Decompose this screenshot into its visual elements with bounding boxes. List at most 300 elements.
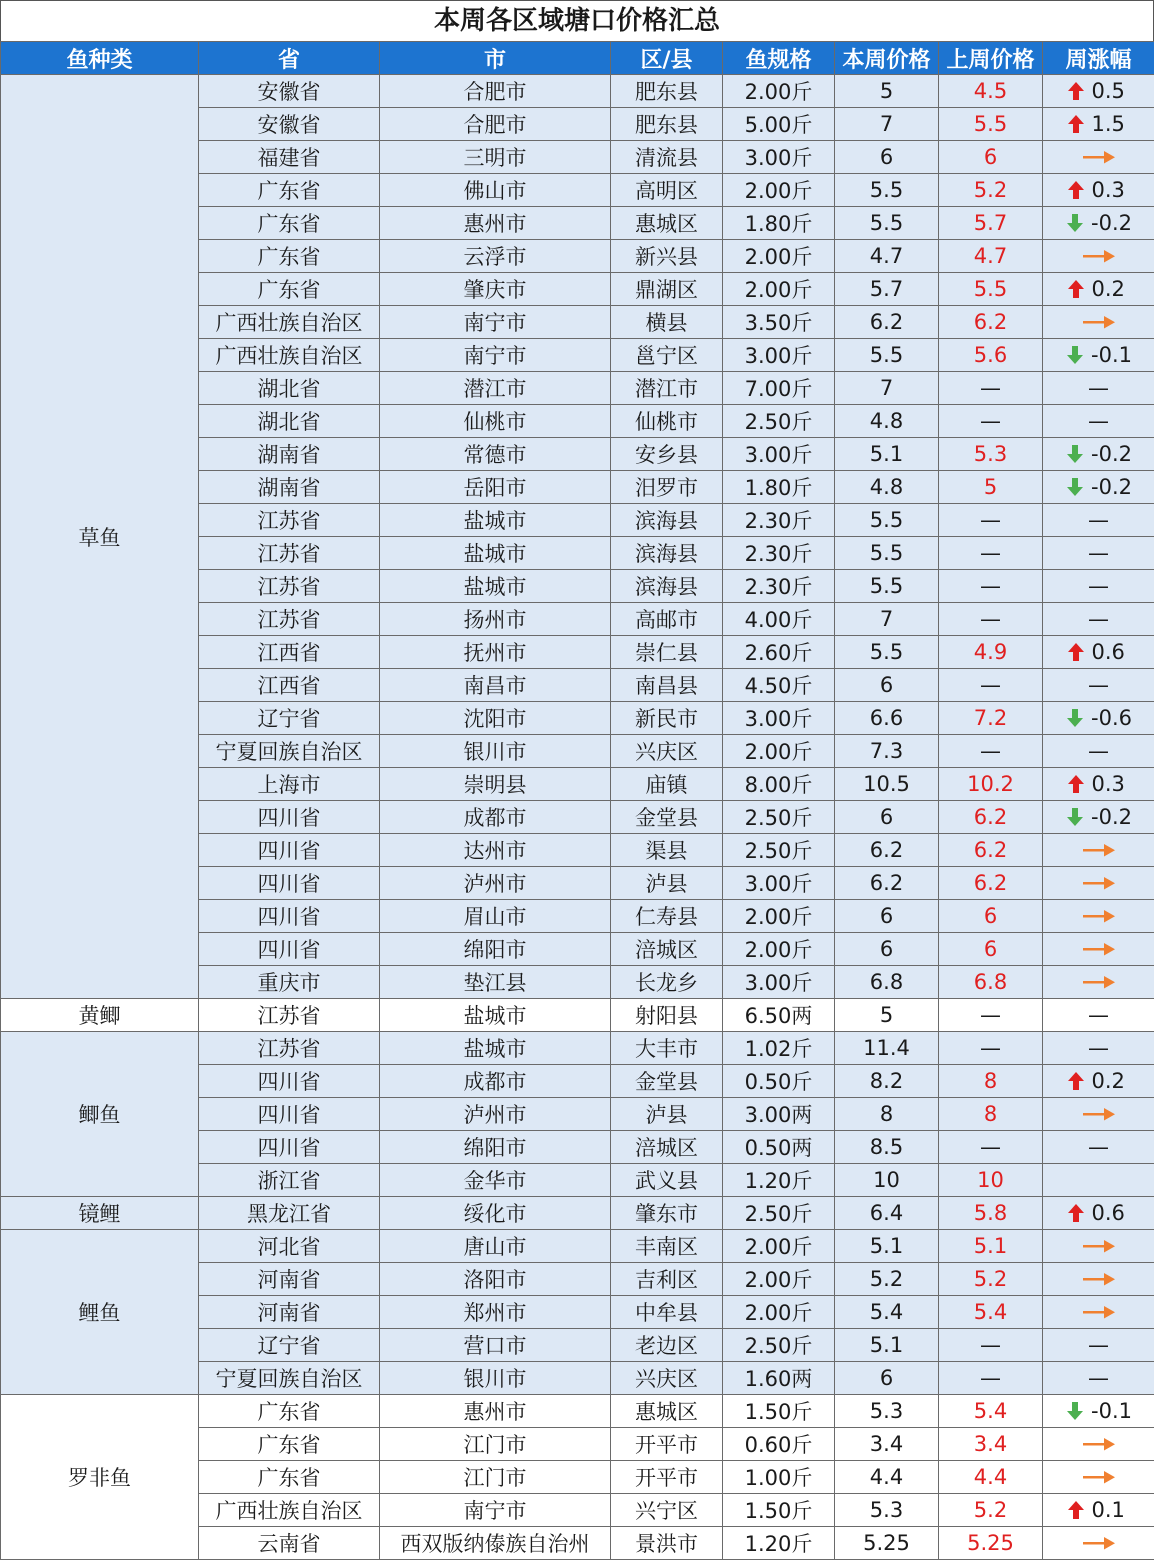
- header-city: 市: [380, 42, 611, 75]
- weekly-change-cell: [1043, 1527, 1154, 1560]
- city-cell: 扬州市: [380, 603, 611, 636]
- district-cell: 崇仁县: [611, 636, 723, 669]
- change-value: 0.6: [1091, 640, 1125, 664]
- city-cell: 银川市: [380, 735, 611, 768]
- spec-cell: 0.50两: [723, 1131, 835, 1164]
- header-spec: 鱼规格: [723, 42, 835, 75]
- spec-cell: 4.50斤: [723, 669, 835, 702]
- previous-price-cell: 5.6: [939, 339, 1043, 372]
- current-price-cell: 5.3: [835, 1395, 939, 1428]
- weekly-change-cell: [1043, 306, 1154, 339]
- province-cell: 福建省: [199, 141, 380, 174]
- province-cell: 四川省: [199, 801, 380, 834]
- previous-price-cell: 5: [939, 471, 1043, 504]
- district-cell: 汨罗市: [611, 471, 723, 504]
- province-cell: 浙江省: [199, 1164, 380, 1197]
- city-cell: 潜江市: [380, 372, 611, 405]
- city-cell: 洛阳市: [380, 1263, 611, 1296]
- spec-cell: 2.00斤: [723, 273, 835, 306]
- city-cell: 金华市: [380, 1164, 611, 1197]
- header-current-price: 本周价格: [835, 42, 939, 75]
- weekly-change-cell: [1043, 966, 1154, 999]
- spec-cell: 1.60两: [723, 1362, 835, 1395]
- current-price-cell: 5.5: [835, 339, 939, 372]
- spec-cell: 2.00斤: [723, 1263, 835, 1296]
- district-cell: 肥东县: [611, 108, 723, 141]
- province-cell: 江苏省: [199, 1032, 380, 1065]
- table-row: [1, 999, 1154, 1032]
- weekly-change-cell: [1043, 933, 1154, 966]
- spec-cell: 3.00斤: [723, 966, 835, 999]
- fish-type-cell: 镜鲤: [1, 1197, 199, 1230]
- change-value: 0.5: [1091, 79, 1125, 103]
- weekly-change-cell: [1043, 108, 1154, 141]
- city-cell: 合肥市: [380, 75, 611, 108]
- current-price-cell: 3.4: [835, 1428, 939, 1461]
- change-group: [1043, 306, 1154, 338]
- current-price-cell: 6: [835, 669, 939, 702]
- district-cell: 中牟县: [611, 1296, 723, 1329]
- city-cell: 江门市: [380, 1428, 611, 1461]
- arrow-right-icon: [1082, 906, 1116, 926]
- fish-type-cell: 鲤鱼: [1, 1230, 199, 1395]
- previous-price-cell: 5.5: [939, 273, 1043, 306]
- province-cell: 辽宁省: [199, 702, 380, 735]
- district-cell: 滨海县: [611, 537, 723, 570]
- arrow-down-icon: [1065, 708, 1085, 728]
- previous-price-cell: 6.2: [939, 306, 1043, 339]
- change-value: 0.2: [1091, 1069, 1125, 1093]
- previous-price-cell: 7.2: [939, 702, 1043, 735]
- previous-price-cell: 4.4: [939, 1461, 1043, 1494]
- arrow-up-icon: [1066, 279, 1086, 299]
- city-cell: 营口市: [380, 1329, 611, 1362]
- city-cell: 盐城市: [380, 504, 611, 537]
- spec-cell: 1.20斤: [723, 1527, 835, 1560]
- change-group: [1043, 1494, 1154, 1526]
- province-cell: 湖南省: [199, 438, 380, 471]
- spec-cell: 3.00斤: [723, 702, 835, 735]
- change-group: [1043, 471, 1154, 503]
- change-value: —: [1088, 1135, 1109, 1159]
- spec-cell: 2.00斤: [723, 900, 835, 933]
- current-price-cell: 6.8: [835, 966, 939, 999]
- change-group: [1043, 108, 1154, 140]
- previous-price-cell: 5.4: [939, 1296, 1043, 1329]
- city-cell: 盐城市: [380, 1032, 611, 1065]
- weekly-change-cell: [1043, 537, 1154, 570]
- city-cell: 达州市: [380, 834, 611, 867]
- province-cell: 四川省: [199, 867, 380, 900]
- district-cell: 射阳县: [611, 999, 723, 1032]
- province-cell: 江西省: [199, 669, 380, 702]
- change-value: 1.5: [1091, 112, 1125, 136]
- spec-cell: 8.00斤: [723, 768, 835, 801]
- province-cell: 安徽省: [199, 75, 380, 108]
- city-cell: 西双版纳傣族自治州: [380, 1527, 611, 1560]
- spec-cell: 6.50两: [723, 999, 835, 1032]
- spec-cell: 2.00斤: [723, 1296, 835, 1329]
- previous-price-cell: 6.2: [939, 834, 1043, 867]
- arrow-right-icon: [1082, 1467, 1116, 1487]
- district-cell: 丰南区: [611, 1230, 723, 1263]
- weekly-change-cell: [1043, 504, 1154, 537]
- weekly-change-cell: [1043, 75, 1154, 108]
- spec-cell: 0.50斤: [723, 1065, 835, 1098]
- city-cell: 绵阳市: [380, 933, 611, 966]
- current-price-cell: 5.2: [835, 1263, 939, 1296]
- current-price-cell: 4.4: [835, 1461, 939, 1494]
- change-value: —: [1088, 574, 1109, 598]
- change-value: 0.1: [1091, 1498, 1125, 1522]
- weekly-change-cell: [1043, 900, 1154, 933]
- arrow-up-icon: [1066, 1071, 1086, 1091]
- change-value: —: [1088, 1003, 1109, 1027]
- previous-price-cell: 5.7: [939, 207, 1043, 240]
- table-row: [1, 1197, 1154, 1230]
- spec-cell: 3.50斤: [723, 306, 835, 339]
- spec-cell: 3.00斤: [723, 438, 835, 471]
- change-group: [1043, 174, 1154, 206]
- district-cell: 鼎湖区: [611, 273, 723, 306]
- change-group: [1043, 636, 1154, 668]
- weekly-change-cell: [1043, 999, 1154, 1032]
- city-cell: 惠州市: [380, 1395, 611, 1428]
- province-cell: 宁夏回族自治区: [199, 1362, 380, 1395]
- previous-price-cell: 6.2: [939, 801, 1043, 834]
- change-value: —: [1088, 508, 1109, 532]
- district-cell: 大丰市: [611, 1032, 723, 1065]
- current-price-cell: 5: [835, 75, 939, 108]
- change-group: [1043, 702, 1154, 734]
- change-group: [1043, 834, 1154, 866]
- previous-price-cell: 5.2: [939, 174, 1043, 207]
- district-cell: 兴庆区: [611, 1362, 723, 1395]
- weekly-change-cell: [1043, 207, 1154, 240]
- change-value: —: [1088, 541, 1109, 565]
- city-cell: 肇庆市: [380, 273, 611, 306]
- arrow-right-icon: [1082, 1533, 1116, 1553]
- previous-price-cell: —: [939, 570, 1043, 603]
- current-price-cell: 5.5: [835, 570, 939, 603]
- previous-price-cell: 6: [939, 900, 1043, 933]
- change-value: 0.3: [1091, 772, 1125, 796]
- table-row: [1, 1395, 1154, 1428]
- current-price-cell: 8.5: [835, 1131, 939, 1164]
- province-cell: 江苏省: [199, 504, 380, 537]
- previous-price-cell: —: [939, 735, 1043, 768]
- spec-cell: 2.30斤: [723, 504, 835, 537]
- previous-price-cell: 4.7: [939, 240, 1043, 273]
- district-cell: 滨海县: [611, 504, 723, 537]
- previous-price-cell: 5.4: [939, 1395, 1043, 1428]
- previous-price-cell: —: [939, 603, 1043, 636]
- price-table: [0, 41, 1154, 1560]
- page-title: 本周各区域塘口价格汇总: [0, 0, 1154, 41]
- province-cell: 河南省: [199, 1263, 380, 1296]
- change-value: —: [1088, 607, 1109, 631]
- change-group: [1043, 438, 1154, 470]
- change-group: [1043, 1428, 1154, 1460]
- city-cell: 佛山市: [380, 174, 611, 207]
- change-group: [1043, 1296, 1154, 1328]
- current-price-cell: 6: [835, 1362, 939, 1395]
- change-group: [1043, 273, 1154, 305]
- district-cell: 泸县: [611, 1098, 723, 1131]
- district-cell: 金堂县: [611, 1065, 723, 1098]
- change-group: [1043, 1197, 1154, 1229]
- arrow-down-icon: [1065, 345, 1085, 365]
- current-price-cell: 8: [835, 1098, 939, 1131]
- change-value: —: [1088, 739, 1109, 763]
- change-group: [1043, 240, 1154, 272]
- header-previous-price: 上周价格: [939, 42, 1043, 75]
- district-cell: 肇东市: [611, 1197, 723, 1230]
- table-row: [1, 75, 1154, 108]
- previous-price-cell: 6.2: [939, 867, 1043, 900]
- weekly-change-cell: [1043, 1296, 1154, 1329]
- city-cell: 泸州市: [380, 867, 611, 900]
- weekly-change-cell: [1043, 438, 1154, 471]
- city-cell: 绥化市: [380, 1197, 611, 1230]
- spec-cell: 2.50斤: [723, 801, 835, 834]
- city-cell: 成都市: [380, 1065, 611, 1098]
- current-price-cell: 11.4: [835, 1032, 939, 1065]
- city-cell: 盐城市: [380, 570, 611, 603]
- change-value: -0.2: [1091, 805, 1132, 829]
- spec-cell: 0.60斤: [723, 1428, 835, 1461]
- arrow-right-icon: [1082, 939, 1116, 959]
- district-cell: 金堂县: [611, 801, 723, 834]
- province-cell: 四川省: [199, 933, 380, 966]
- city-cell: 江门市: [380, 1461, 611, 1494]
- previous-price-cell: —: [939, 537, 1043, 570]
- arrow-down-icon: [1065, 444, 1085, 464]
- district-cell: 新兴县: [611, 240, 723, 273]
- arrow-right-icon: [1082, 1269, 1116, 1289]
- previous-price-cell: —: [939, 669, 1043, 702]
- weekly-change-cell: [1043, 1428, 1154, 1461]
- spec-cell: 2.00斤: [723, 1230, 835, 1263]
- district-cell: 涪城区: [611, 933, 723, 966]
- current-price-cell: 5.1: [835, 438, 939, 471]
- district-cell: 安乡县: [611, 438, 723, 471]
- previous-price-cell: 8: [939, 1065, 1043, 1098]
- weekly-change-cell: [1043, 768, 1154, 801]
- weekly-change-cell: [1043, 1230, 1154, 1263]
- district-cell: 横县: [611, 306, 723, 339]
- change-group: [1043, 867, 1154, 899]
- province-cell: 湖南省: [199, 471, 380, 504]
- header-fish-type: 鱼种类: [1, 42, 199, 75]
- spec-cell: 3.00斤: [723, 141, 835, 174]
- current-price-cell: 5.5: [835, 207, 939, 240]
- previous-price-cell: 8: [939, 1098, 1043, 1131]
- previous-price-cell: —: [939, 372, 1043, 405]
- district-cell: 滨海县: [611, 570, 723, 603]
- spec-cell: 1.20斤: [723, 1164, 835, 1197]
- arrow-down-icon: [1065, 477, 1085, 497]
- change-value: —: [1088, 673, 1109, 697]
- arrow-right-icon: [1082, 246, 1116, 266]
- previous-price-cell: —: [939, 1329, 1043, 1362]
- change-group: [1043, 1098, 1154, 1130]
- province-cell: 广东省: [199, 1395, 380, 1428]
- current-price-cell: 5.5: [835, 504, 939, 537]
- weekly-change-cell: [1043, 801, 1154, 834]
- spec-cell: 4.00斤: [723, 603, 835, 636]
- previous-price-cell: 4.9: [939, 636, 1043, 669]
- province-cell: 广东省: [199, 273, 380, 306]
- weekly-change-cell: [1043, 1329, 1154, 1362]
- change-value: —: [1088, 1333, 1109, 1357]
- change-value: 0.3: [1091, 178, 1125, 202]
- arrow-up-icon: [1066, 774, 1086, 794]
- district-cell: 兴庆区: [611, 735, 723, 768]
- change-group: [1043, 768, 1154, 800]
- city-cell: 垫江县: [380, 966, 611, 999]
- previous-price-cell: 5.2: [939, 1263, 1043, 1296]
- previous-price-cell: 5.2: [939, 1494, 1043, 1527]
- district-cell: 新民市: [611, 702, 723, 735]
- city-cell: 泸州市: [380, 1098, 611, 1131]
- weekly-change-cell: [1043, 603, 1154, 636]
- current-price-cell: 7: [835, 603, 939, 636]
- district-cell: 泸县: [611, 867, 723, 900]
- current-price-cell: 7: [835, 108, 939, 141]
- current-price-cell: 5.1: [835, 1230, 939, 1263]
- current-price-cell: 6.4: [835, 1197, 939, 1230]
- arrow-up-icon: [1066, 1500, 1086, 1520]
- change-value: —: [1088, 1036, 1109, 1060]
- weekly-change-cell: [1043, 141, 1154, 174]
- district-cell: 景洪市: [611, 1527, 723, 1560]
- city-cell: 云浮市: [380, 240, 611, 273]
- change-group: [1043, 1263, 1154, 1295]
- change-value: 0.2: [1091, 277, 1125, 301]
- change-group: [1043, 966, 1154, 998]
- spec-cell: 2.50斤: [723, 834, 835, 867]
- district-cell: 清流县: [611, 141, 723, 174]
- weekly-change-cell: [1043, 735, 1154, 768]
- previous-price-cell: 10: [939, 1164, 1043, 1197]
- weekly-change-cell: [1043, 273, 1154, 306]
- spec-cell: 1.80斤: [723, 471, 835, 504]
- change-value: —: [1088, 409, 1109, 433]
- district-cell: 惠城区: [611, 1395, 723, 1428]
- current-price-cell: 5.5: [835, 636, 939, 669]
- district-cell: 长龙乡: [611, 966, 723, 999]
- arrow-down-icon: [1065, 213, 1085, 233]
- current-price-cell: 10: [835, 1164, 939, 1197]
- city-cell: 沈阳市: [380, 702, 611, 735]
- change-value: —: [1088, 1366, 1109, 1390]
- province-cell: 广西壮族自治区: [199, 306, 380, 339]
- province-cell: 重庆市: [199, 966, 380, 999]
- weekly-change-cell: [1043, 1131, 1154, 1164]
- previous-price-cell: —: [939, 1131, 1043, 1164]
- current-price-cell: 5.4: [835, 1296, 939, 1329]
- district-cell: 仁寿县: [611, 900, 723, 933]
- weekly-change-cell: [1043, 702, 1154, 735]
- previous-price-cell: —: [939, 405, 1043, 438]
- province-cell: 江苏省: [199, 603, 380, 636]
- province-cell: 广东省: [199, 1428, 380, 1461]
- arrow-right-icon: [1082, 873, 1116, 893]
- city-cell: 南宁市: [380, 1494, 611, 1527]
- province-cell: 四川省: [199, 1065, 380, 1098]
- city-cell: 绵阳市: [380, 1131, 611, 1164]
- current-price-cell: 6: [835, 900, 939, 933]
- spec-cell: 3.00斤: [723, 867, 835, 900]
- weekly-change-cell: [1043, 867, 1154, 900]
- current-price-cell: 6.2: [835, 834, 939, 867]
- previous-price-cell: 4.5: [939, 75, 1043, 108]
- city-cell: 盐城市: [380, 537, 611, 570]
- province-cell: 江苏省: [199, 999, 380, 1032]
- weekly-change-cell: [1043, 1494, 1154, 1527]
- district-cell: 邕宁区: [611, 339, 723, 372]
- previous-price-cell: 5.3: [939, 438, 1043, 471]
- spec-cell: 3.00斤: [723, 339, 835, 372]
- city-cell: 郑州市: [380, 1296, 611, 1329]
- change-group: [1043, 1527, 1154, 1559]
- arrow-right-icon: [1082, 1434, 1116, 1454]
- weekly-change-cell: [1043, 405, 1154, 438]
- province-cell: 广东省: [199, 174, 380, 207]
- province-cell: 江西省: [199, 636, 380, 669]
- weekly-change-cell: [1043, 1065, 1154, 1098]
- header-weekly-change: 周涨幅: [1043, 42, 1154, 75]
- previous-price-cell: 6: [939, 141, 1043, 174]
- city-cell: 南宁市: [380, 306, 611, 339]
- arrow-up-icon: [1066, 114, 1086, 134]
- arrow-up-icon: [1066, 81, 1086, 101]
- province-cell: 广东省: [199, 1461, 380, 1494]
- fish-type-cell: 草鱼: [1, 75, 199, 999]
- arrow-up-icon: [1066, 642, 1086, 662]
- change-value: 0.6: [1091, 1201, 1125, 1225]
- weekly-change-cell: [1043, 636, 1154, 669]
- province-cell: 黑龙江省: [199, 1197, 380, 1230]
- province-cell: 广西壮族自治区: [199, 339, 380, 372]
- arrow-right-icon: [1082, 1302, 1116, 1322]
- previous-price-cell: —: [939, 1032, 1043, 1065]
- province-cell: 宁夏回族自治区: [199, 735, 380, 768]
- previous-price-cell: 5.25: [939, 1527, 1043, 1560]
- province-cell: 河南省: [199, 1296, 380, 1329]
- current-price-cell: 5.3: [835, 1494, 939, 1527]
- table-row: [1, 1230, 1154, 1263]
- spec-cell: 2.00斤: [723, 75, 835, 108]
- change-value: -0.1: [1091, 343, 1132, 367]
- spec-cell: 2.00斤: [723, 174, 835, 207]
- city-cell: 南宁市: [380, 339, 611, 372]
- city-cell: 唐山市: [380, 1230, 611, 1263]
- weekly-change-cell: [1043, 1032, 1154, 1065]
- current-price-cell: 10.5: [835, 768, 939, 801]
- previous-price-cell: 5.5: [939, 108, 1043, 141]
- current-price-cell: 5: [835, 999, 939, 1032]
- current-price-cell: 5.7: [835, 273, 939, 306]
- weekly-change-cell: [1043, 339, 1154, 372]
- district-cell: 吉利区: [611, 1263, 723, 1296]
- arrow-right-icon: [1082, 840, 1116, 860]
- spec-cell: 1.50斤: [723, 1395, 835, 1428]
- city-cell: 眉山市: [380, 900, 611, 933]
- arrow-up-icon: [1066, 180, 1086, 200]
- change-group: [1043, 1230, 1154, 1262]
